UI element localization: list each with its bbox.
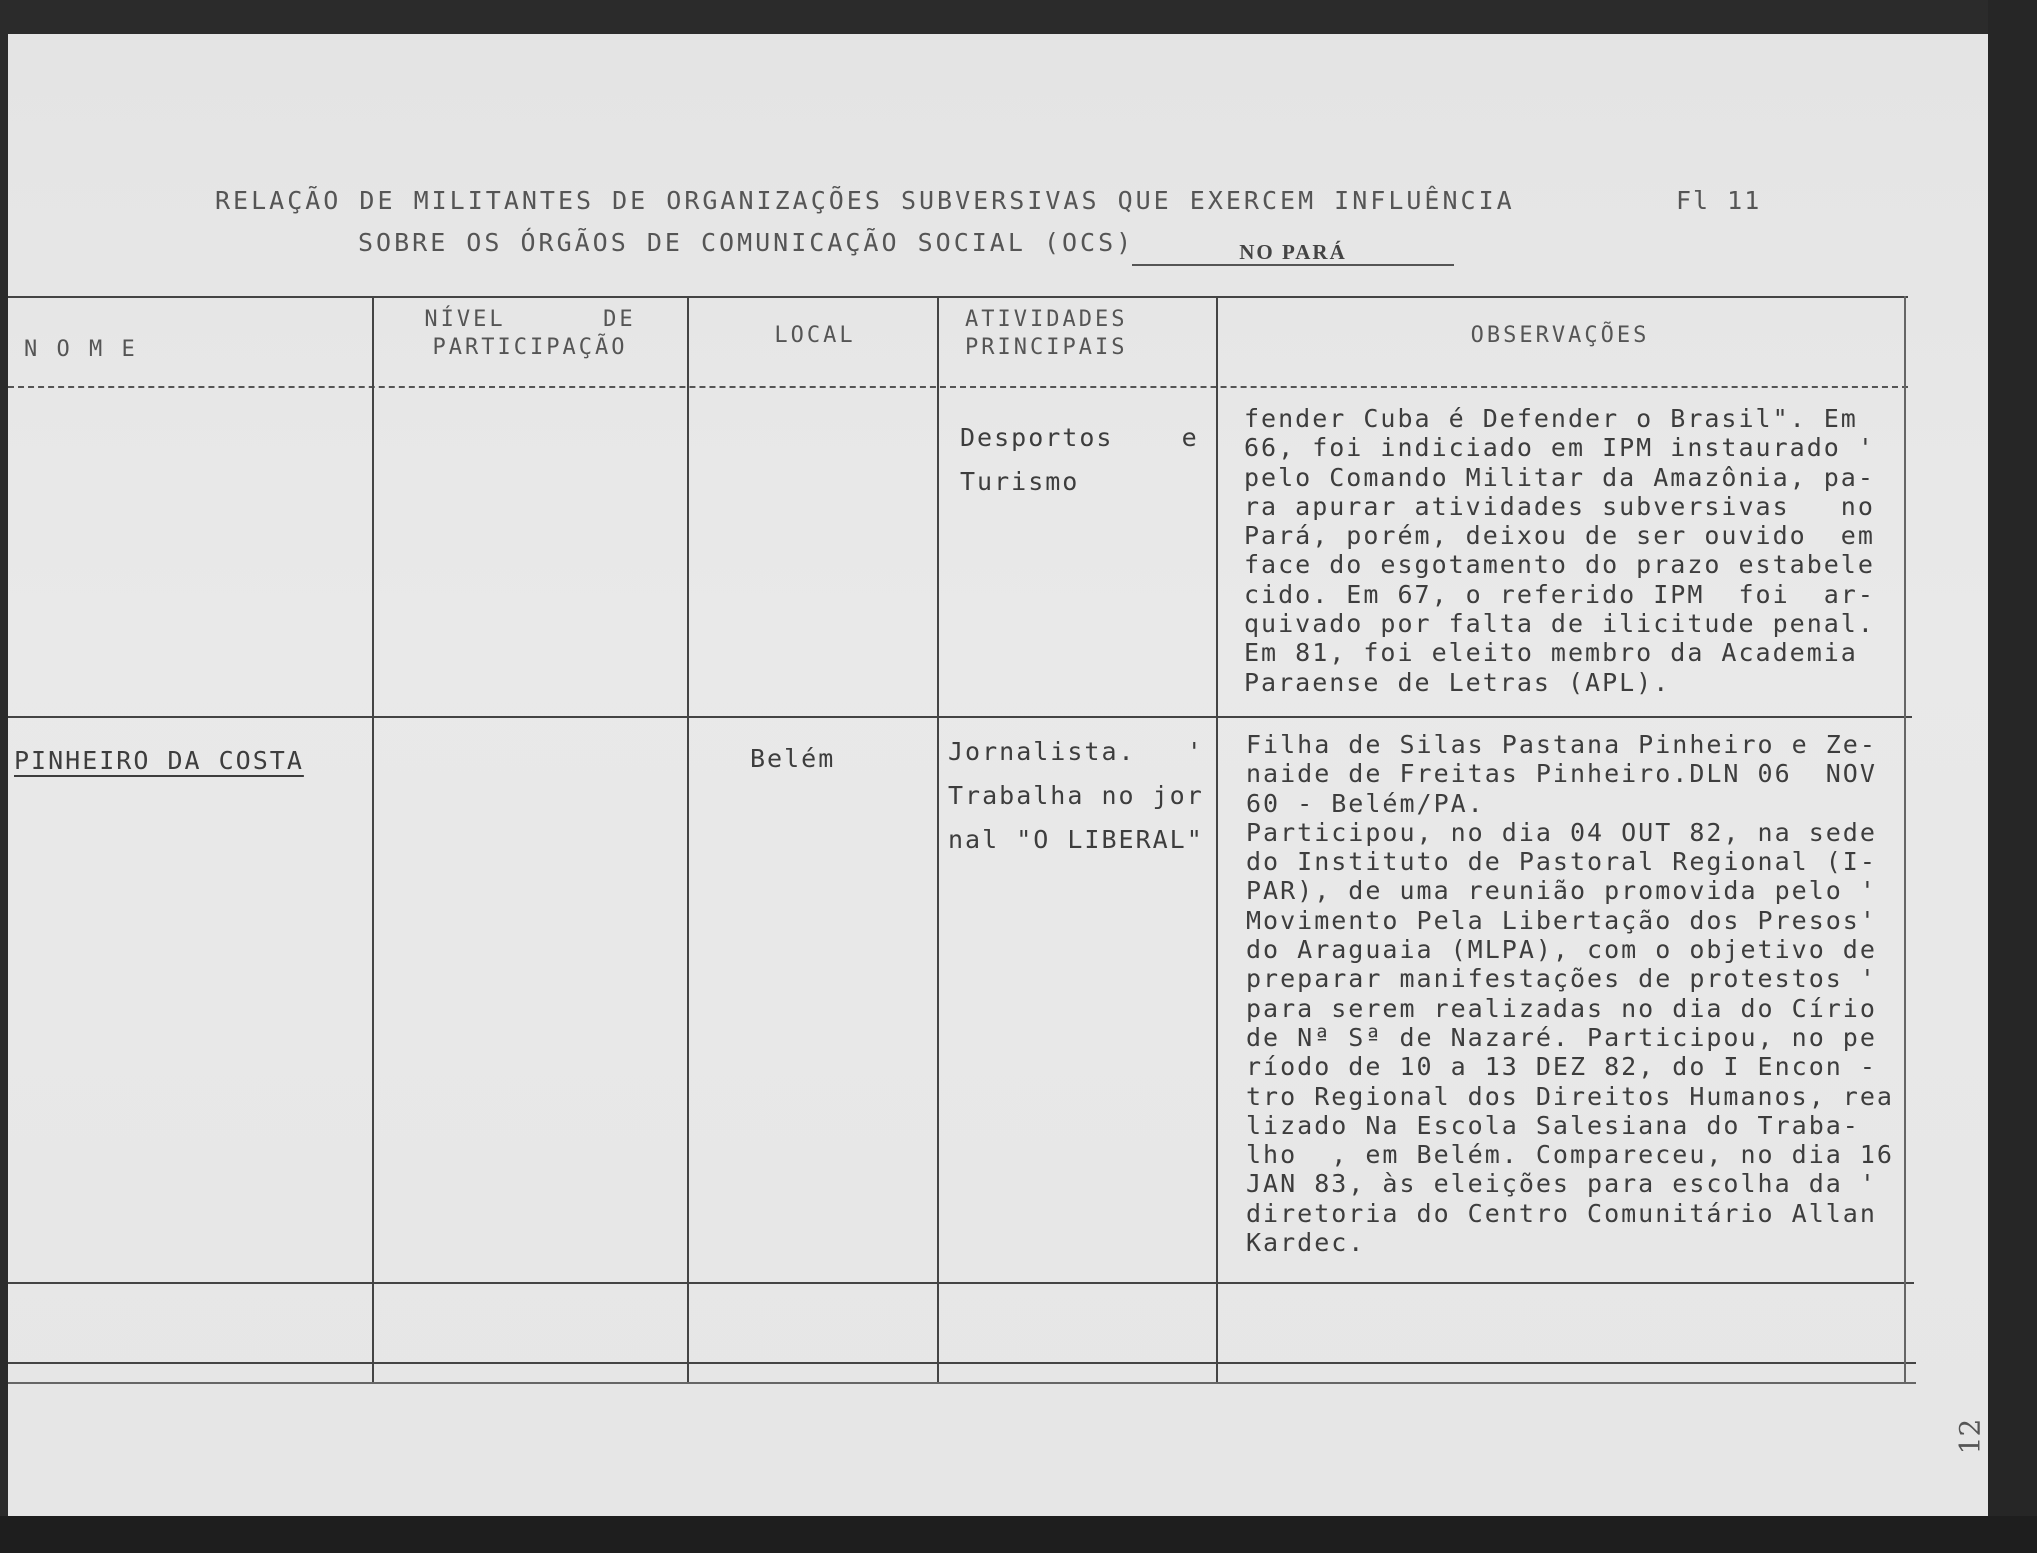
col-divider-4 xyxy=(1216,296,1218,1382)
page-number: Fl 11 xyxy=(1676,186,1762,215)
column-header-atividades xyxy=(945,306,1225,362)
table-row-1-observacoes: fender Cuba é Defender o Brasil". Em 66, foi indiciado em IPM instaurado ' pelo Comando Militar da Amazônia, pa- ra apurar atividades subversivas no Pará, porém, deixou de ser ouvido em face do esgotamento do prazo estabele cido. Em 67, o referido IPM foi ar- quivado por falta de ilicitude penal. Em 81, foi eleito membro da Academia Paraense de Letras (APL). xyxy=(1244,404,1875,697)
column-header-atividades-line1: ATIVIDADES xyxy=(965,307,1128,332)
table-row-2-atividades: Jornalista. ' Trabalha no jor nal "O LIBERAL" xyxy=(948,737,1204,854)
table-row-2-local: Belém xyxy=(750,744,836,773)
column-header-observacoes: OBSERVAÇÕES xyxy=(1470,323,1650,348)
col-divider-3 xyxy=(937,296,939,1382)
table-row-2-observacoes: Filha de Silas Pastana Pinheiro e Ze- naide de Freitas Pinheiro.DLN 06 NOV 60 - Belém/PA. Participou, no dia 04 OUT 82, na sede do Instituto de Pastoral Regional (I- PAR), de uma reunião promovida pelo ' Movimento Pela Libertação dos Presos' do Araguaia (MLPA), com o objetivo de preparar manifestações de protestos ' para serem realizadas no dia do Círio de Nª Sª de Nazaré. Participou, no pe ríodo de 10 a 13 DEZ 82, do I Encon - tro Regional dos Direitos Humanos, rea lizado Na Escola Salesiana do Traba- lho , em Belém. Compareceu, no dia 16 JAN 83, às eleições para escolha da ' diretoria do Centro Comunitário Allan Kardec. xyxy=(1246,730,1894,1258)
table-row-2-nome: PINHEIRO DA COSTA xyxy=(14,746,304,775)
document-title-line1: RELAÇÃO DE MILITANTES DE ORGANIZAÇÕES SUBVERSIVAS QUE EXERCEM INFLUÊNCIA xyxy=(215,186,1515,215)
table-bottom-rule xyxy=(8,1362,1916,1364)
col-divider-right xyxy=(1904,296,1906,1382)
handwritten-margin-mark: 12 xyxy=(1953,1418,1987,1455)
col-divider-2 xyxy=(687,296,689,1382)
column-header-atividades-line2: PRINCIPAIS xyxy=(965,335,1128,360)
table-top-rule xyxy=(8,296,1908,298)
scan-border-bottom xyxy=(0,1516,2037,1553)
row-divider-1 xyxy=(8,716,1912,718)
column-header-nivel xyxy=(380,306,680,362)
table-row-1-atividades: Desportos e Turismo xyxy=(960,423,1199,496)
state-label: NO PARÁ xyxy=(1132,240,1454,266)
column-header-nome: N O M E xyxy=(24,337,138,362)
page-bottom-rule xyxy=(8,1382,1916,1384)
scan-border-right xyxy=(1988,0,2037,1553)
column-header-nivel-line2: PARTICIPAÇÃO xyxy=(432,335,628,360)
document-title-line2: SOBRE OS ÓRGÃOS DE COMUNICAÇÃO SOCIAL (OCS) xyxy=(358,228,1135,257)
header-bottom-rule xyxy=(8,386,1908,388)
column-header-nivel-line1: NÍVEL DE xyxy=(424,307,636,332)
column-header-local: LOCAL xyxy=(774,323,856,348)
row-divider-2 xyxy=(8,1282,1914,1284)
col-divider-1 xyxy=(372,296,374,1382)
